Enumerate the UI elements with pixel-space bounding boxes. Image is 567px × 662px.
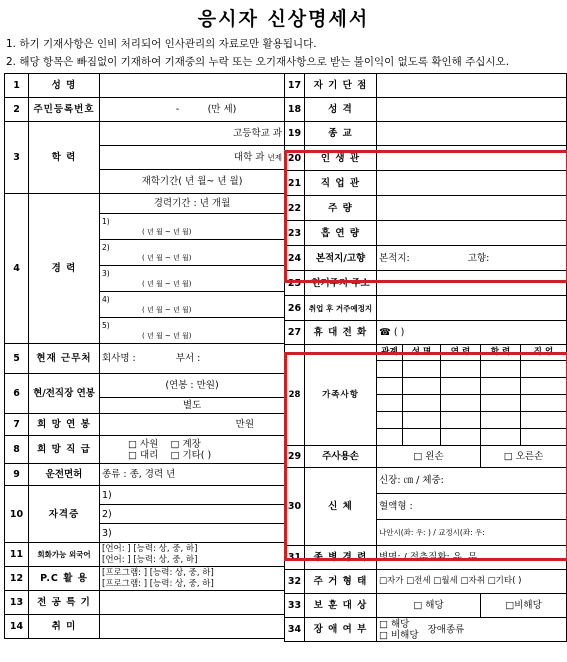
- family-cell[interactable]: [403, 361, 441, 378]
- row-number: 17: [285, 74, 305, 98]
- name-field[interactable]: [100, 74, 285, 98]
- row-number: 10: [5, 486, 29, 543]
- family-cell[interactable]: [377, 395, 403, 412]
- instruction-note-2: 2. 해당 항목은 빠짐없이 기재하여 기재중의 누락 또는 오기재사항으로 받는 불이익이 없도록 확인해 주십시오.: [6, 56, 510, 68]
- drinking-field[interactable]: [377, 196, 567, 221]
- veteran-no-option[interactable]: □비해당: [481, 594, 567, 618]
- row-number: 3: [5, 122, 29, 194]
- smoking-field[interactable]: [377, 221, 567, 246]
- family-header: 연 령: [441, 345, 481, 361]
- page-title: 응시자 신상명세서: [197, 8, 370, 30]
- family-cell[interactable]: [521, 361, 567, 378]
- field-label: 성 명: [29, 74, 100, 98]
- row-number: 12: [5, 567, 29, 591]
- salary-extra-field[interactable]: 별도: [100, 398, 285, 414]
- disability-field[interactable]: □ 해당 □ 비해당 장애종류: [377, 618, 567, 642]
- illness-history-field[interactable]: 병명: / 적추질환: 유, 무: [377, 546, 567, 570]
- field-label: 학 력: [29, 122, 100, 194]
- vision-field[interactable]: 나안시(좌: 우: ) / 교정시(좌: 우:: [377, 520, 567, 546]
- address-field[interactable]: [377, 271, 567, 296]
- field-label: 가족사항: [305, 345, 377, 446]
- row-number: 8: [5, 436, 29, 464]
- job-view-field[interactable]: [377, 171, 567, 196]
- family-cell[interactable]: [441, 361, 481, 378]
- family-header: 성 명: [403, 345, 441, 361]
- planned-residence-field[interactable]: [377, 296, 567, 321]
- field-label: 운전면허: [29, 464, 100, 486]
- certificate-item[interactable]: 1): [100, 486, 285, 505]
- row-number: 18: [285, 98, 305, 122]
- field-label: 취 미: [29, 615, 100, 639]
- religion-field[interactable]: [377, 122, 567, 146]
- mobile-phone-field[interactable]: ☎ ( ): [377, 321, 567, 345]
- field-label: 주민등록번호: [29, 98, 100, 122]
- driver-license-field[interactable]: 종류 : 종, 경력 년: [100, 464, 285, 486]
- current-employer-field[interactable]: 회사명 : 부서 :: [100, 344, 285, 374]
- university-field[interactable]: 대학 과 년제: [100, 146, 285, 170]
- field-label: 주 량: [305, 196, 377, 221]
- pc-skill-field[interactable]: [프로그램: ] [능력: 상, 중, 하] [프로그램: ] [능력: 상, 중, 하]: [100, 567, 285, 591]
- row-number: 25: [285, 271, 305, 296]
- right-form-table: [284, 73, 567, 642]
- row-id-number: [5, 98, 285, 122]
- life-view-field[interactable]: [377, 146, 567, 171]
- height-weight-field[interactable]: 신장: ㎝ / 체중:: [377, 468, 567, 494]
- family-cell[interactable]: [441, 412, 481, 429]
- row-number: 33: [285, 594, 305, 618]
- row-number: 20: [285, 146, 305, 171]
- field-label: 주사용손: [305, 446, 377, 468]
- family-cell[interactable]: [403, 395, 441, 412]
- family-cell[interactable]: [441, 395, 481, 412]
- id-number-field[interactable]: - (만 세): [100, 98, 285, 122]
- family-cell[interactable]: [481, 361, 521, 378]
- row-number: 14: [5, 615, 29, 639]
- instruction-note-1: 1. 하기 기재사항은 인비 처리되어 인사관리의 자료로만 활용됩니다.: [6, 38, 317, 50]
- highschool-field[interactable]: 고등학교 과: [100, 122, 285, 146]
- family-cell[interactable]: [377, 412, 403, 429]
- field-label: 현/전직장 연봉: [29, 374, 100, 414]
- row-number: 6: [5, 374, 29, 414]
- field-label: 휴 대 전 화: [305, 321, 377, 345]
- career-period-field[interactable]: 경력기간 : 년 개월: [100, 194, 285, 214]
- family-cell[interactable]: [403, 412, 441, 429]
- row-number: 26: [285, 296, 305, 321]
- family-cell[interactable]: [441, 378, 481, 395]
- field-label: 자 기 단 점: [305, 74, 377, 98]
- field-label: 인 생 관: [305, 146, 377, 171]
- family-cell[interactable]: [481, 429, 521, 446]
- row-number: 32: [285, 570, 305, 594]
- career-item[interactable]: 2) ( 년 월 ~ 년 월): [100, 240, 285, 266]
- field-label: 흡 연 량: [305, 221, 377, 246]
- field-label: P.C 활 용: [29, 567, 100, 591]
- desired-rank-field[interactable]: □ 사원 □ 계장 □ 대리 □ 기타( ): [100, 436, 285, 464]
- row-number: 31: [285, 546, 305, 570]
- salary-field[interactable]: (연봉 : 만원): [100, 374, 285, 398]
- field-label: 본적지/고향: [305, 246, 377, 271]
- field-label: 주 거 형 태: [305, 570, 377, 594]
- certificate-item[interactable]: 3): [100, 524, 285, 543]
- field-label: 장 애 여 부: [305, 618, 377, 642]
- row-number: 13: [5, 591, 29, 615]
- origin-field[interactable]: 본적지: 고향:: [377, 246, 567, 271]
- row-number: 29: [285, 446, 305, 468]
- field-label: 희 망 연 봉: [29, 414, 100, 436]
- row-number: 24: [285, 246, 305, 271]
- row-number: 21: [285, 171, 305, 196]
- right-hand-option[interactable]: □ 오른손: [481, 446, 567, 468]
- hobby-field[interactable]: [100, 615, 285, 639]
- row-number: 5: [5, 344, 29, 374]
- row-number: 7: [5, 414, 29, 436]
- row-number: 11: [5, 543, 29, 567]
- field-label: 회화가능 외국어: [29, 543, 100, 567]
- field-label: 직 업 관: [305, 171, 377, 196]
- career-item[interactable]: 5) ( 년 월 ~ 년 월): [100, 318, 285, 344]
- field-label: 자격증: [29, 486, 100, 543]
- left-hand-option[interactable]: □ 왼손: [377, 446, 481, 468]
- row-number: 19: [285, 122, 305, 146]
- family-cell[interactable]: [481, 378, 521, 395]
- language-field[interactable]: [언어: ] [능력: 상, 중, 하] [언어: ] [능력: 상, 중, 하]: [100, 543, 285, 567]
- major-specialty-field[interactable]: [100, 591, 285, 615]
- field-label: 취업 후 거주예정지: [305, 296, 377, 321]
- family-cell[interactable]: [521, 395, 567, 412]
- family-cell[interactable]: [481, 412, 521, 429]
- field-label: 보 훈 대 상: [305, 594, 377, 618]
- weakness-field[interactable]: [377, 74, 567, 98]
- family-cell[interactable]: [377, 429, 403, 446]
- family-header: 학 력: [481, 345, 521, 361]
- family-cell[interactable]: [521, 429, 567, 446]
- field-label: 종 병 경 력: [305, 546, 377, 570]
- veteran-yes-option[interactable]: □ 해당: [377, 594, 481, 618]
- row-number: 28: [285, 345, 305, 446]
- housing-type-field[interactable]: □자가 □전세 □월세 □자취 □기타( ): [377, 570, 567, 594]
- row-number: 34: [285, 618, 305, 642]
- field-label: 신 체: [305, 468, 377, 546]
- career-item[interactable]: 4) ( 년 월 ~ 년 월): [100, 292, 285, 318]
- family-cell[interactable]: [521, 412, 567, 429]
- family-cell[interactable]: [441, 429, 481, 446]
- family-cell[interactable]: [403, 378, 441, 395]
- left-form-table: [4, 73, 285, 639]
- field-label: 경 력: [29, 194, 100, 344]
- row-number: 23: [285, 221, 305, 246]
- family-cell[interactable]: [403, 429, 441, 446]
- row-number: 2: [5, 98, 29, 122]
- family-cell[interactable]: [521, 378, 567, 395]
- personality-field[interactable]: [377, 98, 567, 122]
- career-item[interactable]: 1) ( 년 월 ~ 년 월): [100, 214, 285, 240]
- desired-salary-field[interactable]: 만원: [100, 414, 285, 436]
- field-label: 현재 근무처: [29, 344, 100, 374]
- study-period-field[interactable]: 재학기간( 년 월~ 년 월): [100, 170, 285, 194]
- field-label: 희 망 직 급: [29, 436, 100, 464]
- field-label: 현거주지 주소: [305, 271, 377, 296]
- blood-type-field[interactable]: 혈액형 :: [377, 494, 567, 520]
- row-name: [5, 74, 285, 98]
- row-number: 27: [285, 321, 305, 345]
- family-cell[interactable]: [377, 361, 403, 378]
- row-number: 1: [5, 74, 29, 98]
- row-number: 4: [5, 194, 29, 344]
- family-cell[interactable]: [481, 395, 521, 412]
- family-header: 직 업: [521, 345, 567, 361]
- family-header: 관계: [377, 345, 403, 361]
- row-number: 9: [5, 464, 29, 486]
- field-label: 성 격: [305, 98, 377, 122]
- family-cell[interactable]: [377, 378, 403, 395]
- row-number: 22: [285, 196, 305, 221]
- career-item[interactable]: 3) ( 년 월 ~ 년 월): [100, 266, 285, 292]
- field-label: 전 공 특 기: [29, 591, 100, 615]
- field-label: 종 교: [305, 122, 377, 146]
- certificate-item[interactable]: 2): [100, 505, 285, 524]
- row-number: 30: [285, 468, 305, 546]
